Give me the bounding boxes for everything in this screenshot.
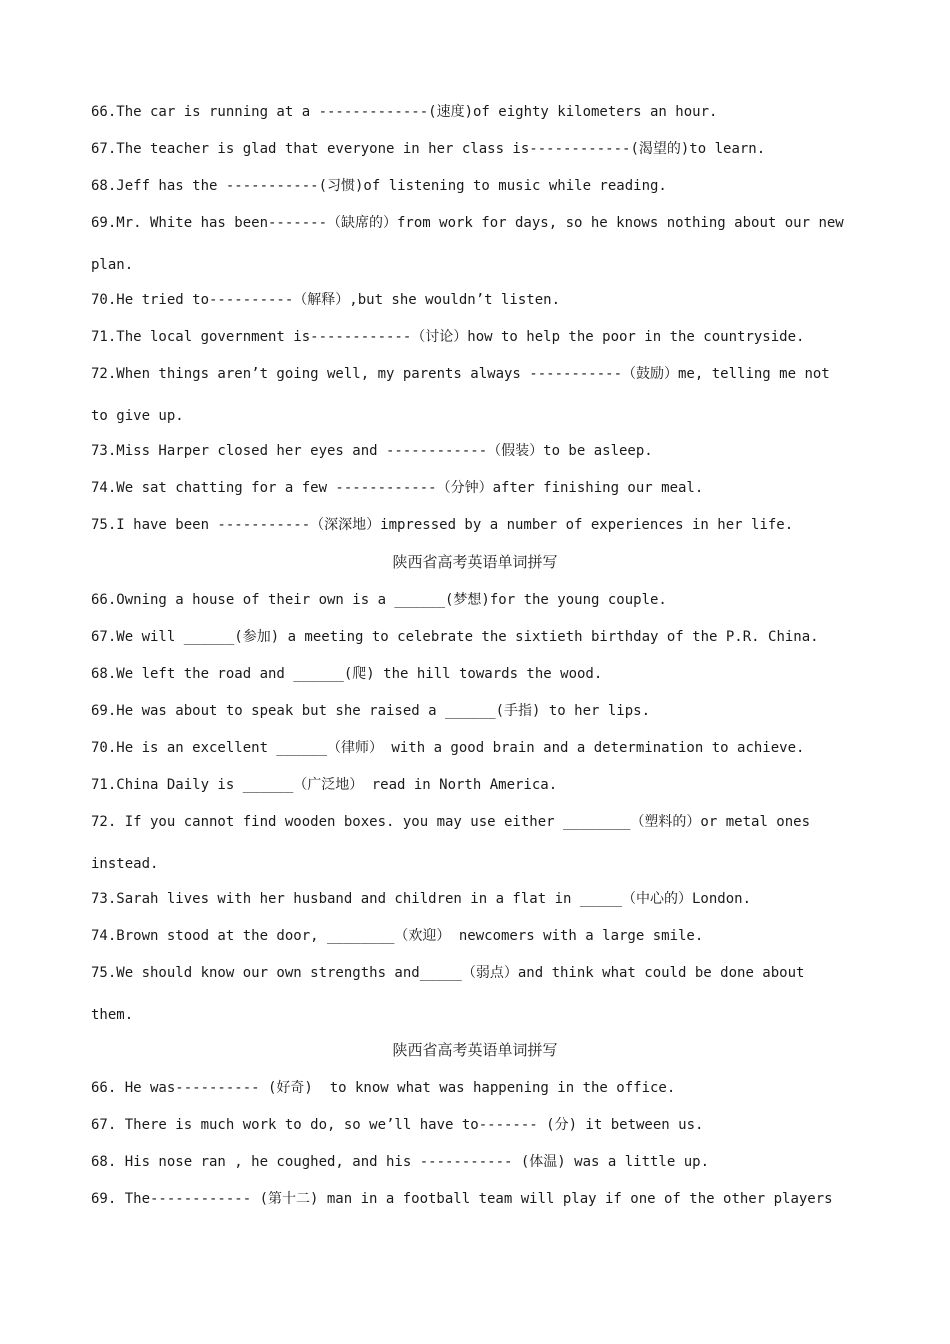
- question-69: 69.Mr. White has been-------（缺席的）from work for days, so he knows nothing about our new: [91, 215, 844, 231]
- question-67: 67.The teacher is glad that everyone in her class is------------(渴望的)to learn.: [91, 141, 766, 157]
- question-66: 66. He was---------- (好奇) to know what was happening in the office.: [91, 1080, 676, 1096]
- question-75: 75.We should know our own strengths and_____（弱点）and think what could be done about: [91, 965, 805, 981]
- question-70: 70.He tried to----------（解释）,but she wouldn’t listen.: [91, 292, 561, 308]
- question-67: 67. There is much work to do, so we’ll have to------- (分) it between us.: [91, 1117, 704, 1133]
- question-72: 72.When things aren’t going well, my parents always -----------（鼓励）me, telling me not: [91, 366, 830, 382]
- question-74: 74.Brown stood at the door, ________（欢迎） newcomers with a large smile.: [91, 928, 704, 944]
- question-74: 74.We sat chatting for a few ------------（分钟）after finishing our meal.: [91, 480, 704, 496]
- question-72-continued: instead.: [91, 856, 159, 872]
- question-75: 75.I have been -----------（深深地）impressed by a number of experiences in her life.: [91, 517, 794, 533]
- question-69: 69.He was about to speak but she raised a ______(手指) to her lips.: [91, 703, 651, 719]
- question-69-continued: plan.: [91, 257, 134, 273]
- question-73: 73.Miss Harper closed her eyes and ------------（假装）to be asleep.: [91, 443, 653, 459]
- question-66: 66.The car is running at a -------------(速度)of eighty kilometers an hour.: [91, 104, 718, 120]
- section-heading: 陕西省高考英语单词拼写: [392, 1041, 558, 1059]
- section-heading: 陕西省高考英语单词拼写: [392, 553, 558, 571]
- question-68: 68.Jeff has the -----------(习惯)of listening to music while reading.: [91, 178, 667, 194]
- question-72-continued: to give up.: [91, 408, 184, 424]
- question-70: 70.He is an excellent ______（律师） with a good brain and a determination to achieve.: [91, 740, 805, 756]
- question-69: 69. The------------ (第十二) man in a football team will play if one of the other players: [91, 1191, 833, 1207]
- question-72: 72. If you cannot find wooden boxes. you may use either ________（塑料的）or metal ones: [91, 814, 811, 830]
- question-67: 67.We will ______(参加) a meeting to celebrate the sixtieth birthday of the P.R. China.: [91, 629, 819, 645]
- question-73: 73.Sarah lives with her husband and children in a flat in _____（中心的）London.: [91, 891, 752, 907]
- question-68: 68.We left the road and ______(爬) the hill towards the wood.: [91, 666, 603, 682]
- question-68: 68. His nose ran , he coughed, and his ----------- (体温) was a little up.: [91, 1154, 710, 1170]
- question-71: 71.China Daily is ______（广泛地） read in North America.: [91, 777, 558, 793]
- question-71: 71.The local government is------------（讨论）how to help the poor in the countryside.: [91, 329, 805, 345]
- question-75-continued: them.: [91, 1007, 134, 1023]
- question-66: 66.Owning a house of their own is a ______(梦想)for the young couple.: [91, 592, 667, 608]
